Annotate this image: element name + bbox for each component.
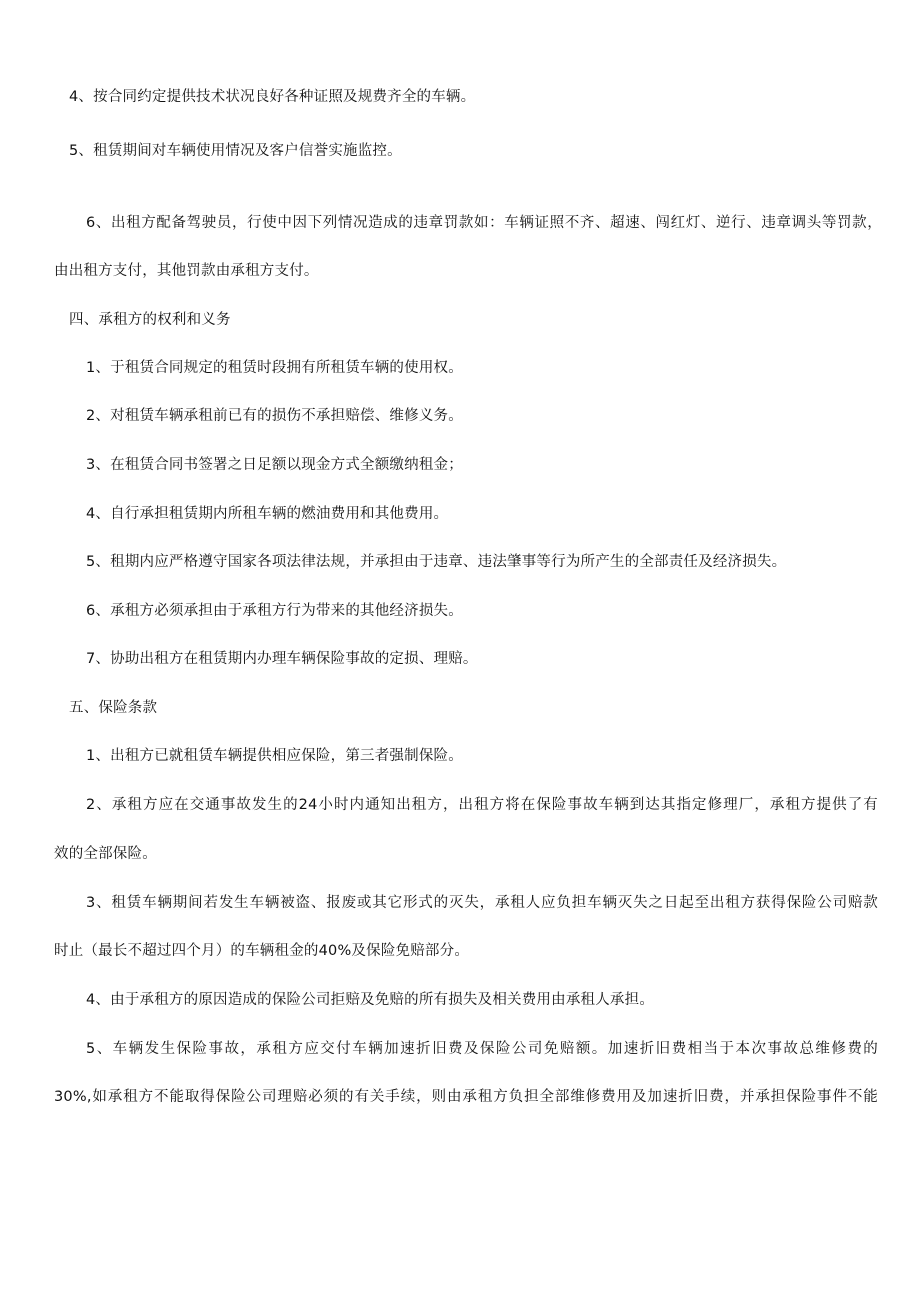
clause-3-item-6-line-2: 由出租方支付，其他罚款由承租方支付。 <box>54 263 319 279</box>
clause-5-item-2-line-1: 2、承租方应在交通事故发生的24小时内通知出租方，出租方将在保险事故车辆到达其指定修理厂，承租方提供了有 <box>86 797 878 813</box>
clause-4-item-6: 6、承租方必须承担由于承租方行为带来的其他经济损失。 <box>86 603 463 619</box>
clause-5-item-3-line-1: 3、租赁车辆期间若发生车辆被盗、报废或其它形式的灭失，承租人应负担车辆灭失之日起至出租方获得保险公司赔款 <box>86 895 878 911</box>
clause-3-item-4: 4、按合同约定提供技术状况良好各种证照及规费齐全的车辆。 <box>69 89 476 105</box>
clause-5-item-4: 4、由于承租方的原因造成的保险公司拒赔及免赔的所有损失及相关费用由承租人承担。 <box>86 992 655 1008</box>
clause-4-item-7: 7、协助出租方在租赁期内办理车辆保险事故的定损、理赔。 <box>86 651 478 667</box>
section-5-heading: 五、保险条款 <box>69 700 158 716</box>
clause-4-item-1: 1、于租赁合同规定的租赁时段拥有所租赁车辆的使用权。 <box>86 360 463 376</box>
clause-5-item-3-line-2: 时止（最长不超过四个月）的车辆租金的40%及保险免赔部分。 <box>54 943 470 959</box>
clause-3-item-6-line-1: 6、出租方配备驾驶员，行使中因下列情况造成的违章罚款如：车辆证照不齐、超速、闯红灯、逆行、违章调头等罚款， <box>86 215 882 231</box>
clause-4-item-2: 2、对租赁车辆承租前已有的损伤不承担赔偿、维修义务。 <box>86 408 463 424</box>
clause-5-item-1: 1、出租方已就租赁车辆提供相应保险，第三者强制保险。 <box>86 748 463 764</box>
clause-5-item-5-line-1: 5、车辆发生保险事故，承租方应交付车辆加速折旧费及保险公司免赔额。加速折旧费相当于本次事故总维修费的 <box>86 1041 878 1057</box>
clause-5-item-2-line-2: 效的全部保险。 <box>54 846 157 862</box>
clause-4-item-3: 3、在租赁合同书签署之日足额以现金方式全额缴纳租金； <box>86 457 463 473</box>
clause-4-item-5: 5、租期内应严格遵守国家各项法律法规，并承担由于违章、违法肇事等行为所产生的全部责任及经济损失。 <box>86 554 787 570</box>
clause-4-item-4: 4、自行承担租赁期内所租车辆的燃油费用和其他费用。 <box>86 506 449 522</box>
clause-5-item-5-line-2: 30%,如承租方不能取得保险公司理赔必须的有关手续，则由承租方负担全部维修费用及加速折旧费，并承担保险事件不能 <box>54 1089 878 1105</box>
section-4-heading: 四、承租方的权利和义务 <box>69 312 231 328</box>
clause-3-item-5: 5、租赁期间对车辆使用情况及客户信誉实施监控。 <box>69 143 402 159</box>
